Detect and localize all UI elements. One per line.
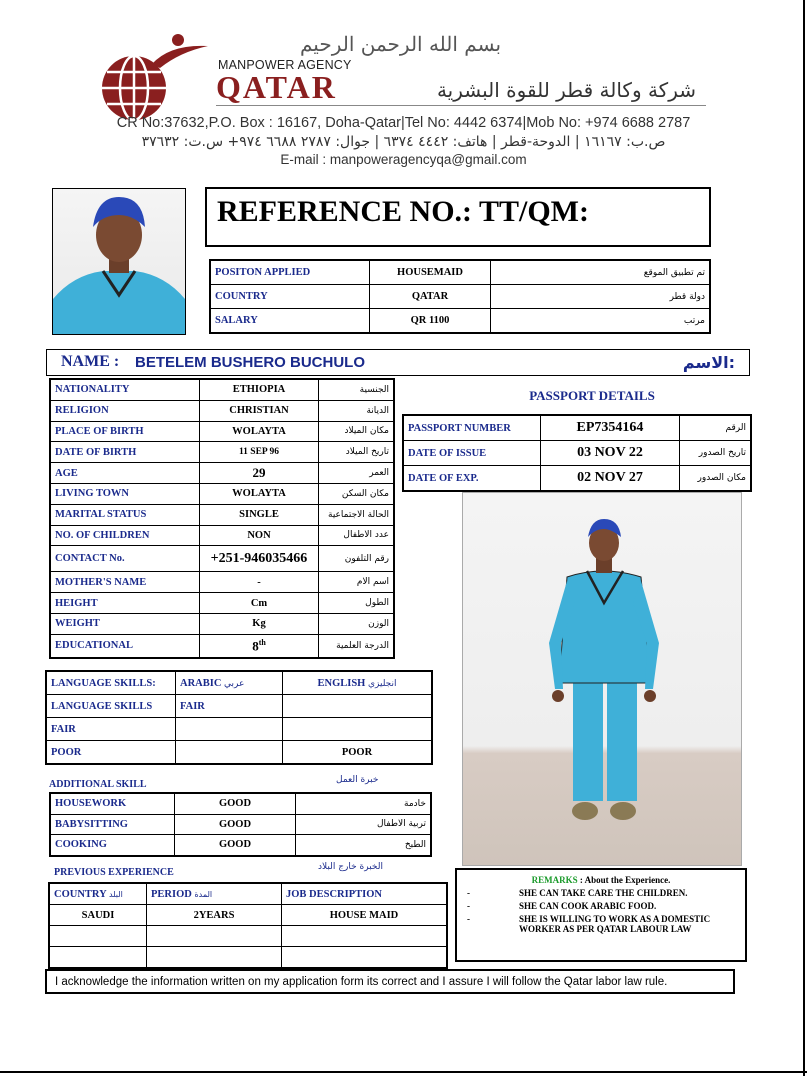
- field-arabic: الجنسية: [319, 379, 395, 400]
- bismillah-calligraphy: بسم الله الرحمن الرحيم: [300, 32, 502, 56]
- field-label: PLACE OF BIRTH: [50, 421, 200, 442]
- passport-arabic: الرقم: [680, 415, 752, 441]
- position-value: HOUSEMAID: [370, 260, 491, 285]
- field-value: SINGLE: [200, 504, 319, 525]
- remark-text: SHE CAN COOK ARABIC FOOD.: [519, 901, 657, 911]
- experience-table: [48, 882, 448, 969]
- table-row: [49, 947, 447, 969]
- table-row: [50, 525, 394, 546]
- period-header-label: PERIOD: [151, 888, 192, 900]
- additional-skill-arabic: خبرة العمل: [336, 775, 379, 785]
- table-row: [46, 695, 432, 718]
- english-header-ar: انجليزي: [367, 678, 397, 689]
- table-row: [49, 883, 447, 905]
- field-arabic: مكان الميلاد: [319, 421, 395, 442]
- table-row: [50, 593, 394, 614]
- passport-label: DATE OF ISSUE: [403, 441, 541, 466]
- skill-value: GOOD: [175, 793, 296, 814]
- field-value: NON: [200, 525, 319, 546]
- table-row: [50, 793, 431, 814]
- reference-box: [205, 187, 711, 247]
- language-header-label: LANGUAGE SKILLS:: [46, 671, 176, 695]
- name-bar: [46, 349, 750, 376]
- page-border-right: [803, 0, 805, 1076]
- passport-value: EP7354164: [541, 415, 680, 441]
- education-suffix: th: [258, 637, 266, 647]
- remarks-title: REMARKS: [531, 875, 578, 885]
- table-row: [49, 905, 447, 926]
- previous-experience-label: PREVIOUS EXPERIENCE: [54, 867, 174, 878]
- name-value: BETELEM BUSHERO BUCHULO: [135, 354, 366, 371]
- skill-arabic: خادمة: [296, 793, 432, 814]
- field-arabic: الحالة الاجتماعية: [319, 504, 395, 525]
- acknowledgement-box: [45, 969, 735, 994]
- email-line: E-mail : manpoweragencyqa@gmail.com: [280, 152, 527, 167]
- person-logo-icon: [150, 32, 210, 72]
- poor-label: POOR: [46, 741, 176, 765]
- passport-label: PASSPORT NUMBER: [403, 415, 541, 441]
- field-value: 29: [200, 463, 319, 484]
- table-row: [50, 835, 431, 856]
- field-arabic: تاريخ الميلاد: [319, 442, 395, 463]
- table-row: [50, 463, 394, 484]
- skill-arabic: تربية الاطفال: [296, 814, 432, 835]
- field-label: MARITAL STATUS: [50, 504, 200, 525]
- empty-cell: [49, 926, 147, 947]
- remark-item: - SHE CAN COOK ARABIC FOOD.: [467, 901, 657, 911]
- english-level-empty: [283, 695, 433, 718]
- exp-country: SAUDI: [49, 905, 147, 926]
- table-row: [210, 260, 710, 285]
- table-row: [50, 504, 394, 525]
- salary-arabic: مرتب: [491, 309, 711, 334]
- remark-text: SHE CAN TAKE CARE THE CHILDREN.: [519, 888, 688, 898]
- passport-arabic: تاريخ الصدور: [680, 441, 752, 466]
- previous-experience-arabic: الخبرة خارج البلاد: [318, 862, 383, 872]
- field-value: WOLAYTA: [200, 483, 319, 504]
- period-header-ar: المدة: [194, 889, 213, 899]
- table-row: [50, 483, 394, 504]
- skills-table: [49, 792, 432, 857]
- position-label: POSITON APPLIED: [210, 260, 370, 285]
- education-value: [200, 634, 319, 658]
- field-value: CHRISTIAN: [200, 400, 319, 421]
- field-label: NATIONALITY: [50, 379, 200, 400]
- country-label: COUNTRY: [210, 285, 370, 309]
- table-row: [403, 415, 751, 441]
- language-row-label: LANGUAGE SKILLS: [46, 695, 176, 718]
- country-value: QATAR: [370, 285, 491, 309]
- arabic-level: FAIR: [176, 695, 283, 718]
- field-arabic: العمر: [319, 463, 395, 484]
- empty-cell: [282, 947, 448, 969]
- exp-period: 2YEARS: [147, 905, 282, 926]
- table-row: [50, 546, 394, 572]
- field-label: CONTACT No.: [50, 546, 200, 572]
- table-row: [46, 741, 432, 765]
- country-header: [49, 883, 147, 905]
- field-arabic: الدرجة العلمية: [319, 634, 395, 658]
- country-arabic: دولة قطر: [491, 285, 711, 309]
- education-number: 8: [252, 637, 259, 653]
- english-header: [283, 671, 433, 695]
- field-arabic: اسم الام: [319, 572, 395, 593]
- exp-job: HOUSE MAID: [282, 905, 448, 926]
- empty-cell: [49, 947, 147, 969]
- field-label: RELIGION: [50, 400, 200, 421]
- language-table: [45, 670, 433, 765]
- additional-skill-label: ADDITIONAL SKILL: [49, 779, 147, 790]
- passport-title: PASSPORT DETAILS: [529, 388, 655, 403]
- remark-item: - SHE IS WILLING TO WORK AS A DOMESTIC WORKER AS PER QATAR LABOUR LAW: [467, 914, 737, 934]
- acknowledgement-text: I acknowledge the information written on my application form its correct and I assure I will follow the Qatar labor law rule.: [55, 976, 668, 988]
- table-row: [403, 441, 751, 466]
- english-header-label: ENGLISH: [317, 677, 366, 689]
- field-label: AGE: [50, 463, 200, 484]
- salary-value: QR 1100: [370, 309, 491, 334]
- field-label: MOTHER'S NAME: [50, 572, 200, 593]
- passport-arabic: مكان الصدور: [680, 466, 752, 492]
- table-row: [50, 613, 394, 634]
- field-arabic: الديانة: [319, 400, 395, 421]
- field-value: +251-946035466: [200, 546, 319, 572]
- contact-line-arabic: ص.ب: ١٦١٦٧ | الدوحة-قطر | هاتف: ٤٤٤٢ ٦٣٧٤ | جوال: ٢٧٨٧ ٦٦٨٨ ٩٧٤+ س.ت: ٣٧٦٣٢: [141, 134, 666, 150]
- empty-cell: [283, 718, 433, 741]
- passport-label: DATE OF EXP.: [403, 466, 541, 492]
- contact-line: CR No:37632,P.O. Box : 16167, Doha-Qatar|Tel No: 4442 6374|Mob No: +974 6688 2787: [116, 115, 691, 131]
- name-label-arabic: الاسم:: [682, 353, 735, 372]
- agency-title: QATAR: [216, 69, 337, 105]
- empty-cell: [147, 947, 282, 969]
- field-label: EDUCATIONAL: [50, 634, 200, 658]
- empty-cell: [176, 741, 283, 765]
- field-value: 11 SEP 96: [200, 442, 319, 463]
- candidate-photo: [52, 188, 186, 335]
- passport-table: [402, 414, 752, 492]
- position-table: [209, 259, 711, 334]
- table-row: [50, 379, 394, 400]
- arabic-header: [176, 671, 283, 695]
- skill-label: COOKING: [50, 835, 175, 856]
- skill-label: HOUSEWORK: [50, 793, 175, 814]
- field-label: WEIGHT: [50, 613, 200, 634]
- table-row: [50, 421, 394, 442]
- table-row: [50, 442, 394, 463]
- country-header-ar: البلد: [108, 889, 123, 899]
- field-value: Cm: [200, 593, 319, 614]
- field-arabic: رقم التلفون: [319, 546, 395, 572]
- field-label: LIVING TOWN: [50, 483, 200, 504]
- field-value: -: [200, 572, 319, 593]
- table-row: [50, 400, 394, 421]
- country-header-label: COUNTRY: [54, 888, 107, 900]
- table-row: [46, 671, 432, 695]
- english-level: POOR: [283, 741, 433, 765]
- field-value: WOLAYTA: [200, 421, 319, 442]
- personal-details-table: [49, 378, 395, 659]
- reference-number: REFERENCE NO.: TT/QM:: [217, 195, 589, 228]
- remark-text: SHE IS WILLING TO WORK AS A DOMESTIC WORKER AS PER QATAR LABOUR LAW: [519, 914, 711, 934]
- fair-label: FAIR: [46, 718, 176, 741]
- empty-cell: [176, 718, 283, 741]
- empty-cell: [282, 926, 448, 947]
- field-label: DATE OF BIRTH: [50, 442, 200, 463]
- page-border-bottom: [0, 1071, 807, 1073]
- position-arabic: تم تطبيق الموقع: [491, 260, 711, 285]
- agency-subtitle: MANPOWER AGENCY: [218, 58, 352, 72]
- table-row: [210, 285, 710, 309]
- field-value: ETHIOPIA: [200, 379, 319, 400]
- arabic-header-ar: عربي: [224, 678, 245, 689]
- table-row: [210, 309, 710, 334]
- empty-cell: [147, 926, 282, 947]
- field-label: HEIGHT: [50, 593, 200, 614]
- arabic-header-label: ARABIC: [180, 677, 222, 689]
- skill-label: BABYSITTING: [50, 814, 175, 835]
- remark-item: - SHE CAN TAKE CARE THE CHILDREN.: [467, 888, 688, 898]
- field-arabic: الطول: [319, 593, 395, 614]
- field-value: Kg: [200, 613, 319, 634]
- table-row: [50, 572, 394, 593]
- remarks-heading: [457, 875, 745, 885]
- passport-value: 02 NOV 27: [541, 466, 680, 492]
- passport-value: 03 NOV 22: [541, 441, 680, 466]
- salary-label: SALARY: [210, 309, 370, 334]
- field-arabic: الوزن: [319, 613, 395, 634]
- field-arabic: عدد الاطفال: [319, 525, 395, 546]
- skill-value: GOOD: [175, 814, 296, 835]
- remarks-box: [455, 868, 747, 962]
- field-label: NO. OF CHILDREN: [50, 525, 200, 546]
- agency-arabic-title: شركة وكالة قطر للقوة البشرية: [436, 78, 696, 102]
- candidate-full-photo: [462, 492, 742, 866]
- job-header: JOB DESCRIPTION: [282, 883, 448, 905]
- table-row: [50, 634, 394, 658]
- table-row: [49, 926, 447, 947]
- field-arabic: مكان السكن: [319, 483, 395, 504]
- table-row: [403, 466, 751, 492]
- name-label: NAME :: [61, 353, 120, 370]
- remarks-subtitle: : About the Experience.: [579, 875, 671, 885]
- period-header: [147, 883, 282, 905]
- skill-arabic: الطبخ: [296, 835, 432, 856]
- table-row: [50, 814, 431, 835]
- table-row: [46, 718, 432, 741]
- skill-value: GOOD: [175, 835, 296, 856]
- header-divider: [216, 105, 706, 106]
